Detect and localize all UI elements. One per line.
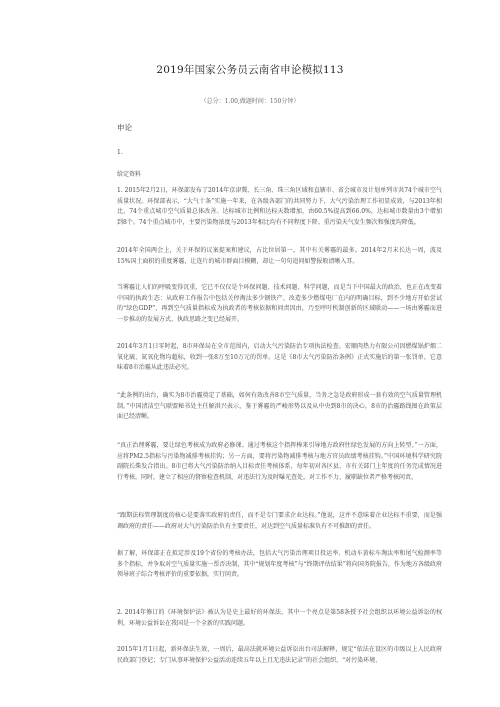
material-label: 给定资料 [117,171,142,178]
paragraph: 据了解，环保部正在拟定涉及19个省份的考核办法，包括大气污染治理项目投运率、机动车黄标车淘汰率和尾气检测率等多个指标，并争取对空气质量实施一票否决制，其中“规划年度考核”与“终期评估结果”将向国务院报告，作为地方各级政府领导班子综合考核评价的重要依据，实行问责。 [117,550,442,578]
paragraph: “跟期法标管理制度的核心是要落实政府的责任，而不是专门要求企业达标。”他说，这并不意味着企业达标不重要，而是强调政府的责任——政府对大气污染防治负有主要责任，对达到空气质量标准负有不可推卸的责任。 [117,512,442,530]
paragraph: “真正治理雾霾，要让绿色考核成为政府必修课。通过考核这个指挥棒来引导地方政府往绿色发展的方向上转型。”一方面，应将PM2.5指标与污染物减排考核挂钩；另一方面，要将污染物减排考核与地方官员政绩考核挂钩。”中国环境科学研究院副院长柴发合指出。8市已将大气污染防治纳入目标责任考核体系，每年初对各区县、市有关部门上年度的任务完成情况进行考核。同时，建立了相应的督察检查机制，对违法行为及时曝光查处。对工作不力、履职缺位者严格考核问责。 [117,442,442,481]
paragraph: “此条例的出台，确实为8市治霾奠定了基础，如何有效改善8市空气质量，当务之急是政府形成一套有效的空气质量管理机制。”中国清洁空气联盟秘书处主任解洪兴表示，鉴于雾霾的严峻形势以及从中央到8市的决心，8市的治霾路线图在政策层面已经清晰。 [117,392,442,420]
paragraph: 2014年全国两会上，关于环保的议案提案和建议，占比位居第一，其中有关雾霾的最多。2014年2月末长达一周，波及15%国土面积的重度雾霾，让连片的城市群面目模糊，却让一句句追问如警报般清晰入耳。 [117,247,442,265]
paragraph: 2. 2014年修订的《环境保护法》被认为是史上最好的环保法，其中一个亮点是第58条授予社会组织以环境公益诉讼的权利，环境公益诉讼在我国是一个全新的实践问题。 [117,609,442,627]
exam-meta: （总分：1.00,做题时间：150分钟） [200,98,300,105]
paragraph: 1. 2015年2月2日，环保部发布了2014年京津冀、长三角、珠三角区域和直辖市、省会城市及计划单列市共74个城市空气质量状况。环保部表示，“大气十条”实施一年来，在各级各部门的共同努力下，大气污染治理工作初显成效，与2013年相比，74个重点城市空气质量总体改善。达标城市比例和达标天数增加，由60.5%提高到66.0%，达标城市数量由3个增加到8个。74个重点城市中，主要污染物浓度与2013年相比均有不同程度下降。重污染天气发生频次和强度均降低。 [117,187,442,226]
paragraph: 当雾霾让人们的呼吸变得沉重，它已不仅仅是个环保问题、技术问题、科学问题，而是当下中国最大的政治，也正在改变着中国的执政生态：从政府工作报告中包括关停淘汰多少钢铁产、改造多少燃煤电厂在内的明确目标，到不少地方开始尝试的“绿色GDP”，再到空气质量指标成为执政者的考核依据和问责因由，乃至呼吁机制创新的区域联动——一场由雾霾而进一步推动的发展方式、执政思路之变已经展开。 [117,284,442,323]
document-title: 2019年国家公务员云南省申论模拟113 [156,64,344,76]
question-number: 1. [117,149,123,156]
section-heading: 申论 [117,123,132,132]
paragraph: 2014年3月1日零时起，8市环保局在全市范围内，启动大气污染防治专项执法检查。宏顺肉热力有限公司因燃煤锅炉烟二氧化硫、氮氧化物均超标，收到一张8万至10万元的罚单。这是《8市大气污染防治条例》正式实施后的第一张罚单，它意味着8市治霾从此违法必究。 [117,343,442,371]
paragraph: 2015年1月1日起，新环保法生效，一周后，最高法就环境公益诉讼出台司法解释，规定“依法在设区的市级以上人民政府民政部门登记；专门从事环境保护公益活动连续五年以上且无违法记录”的社会组织，“对污染环境、 [117,646,442,664]
